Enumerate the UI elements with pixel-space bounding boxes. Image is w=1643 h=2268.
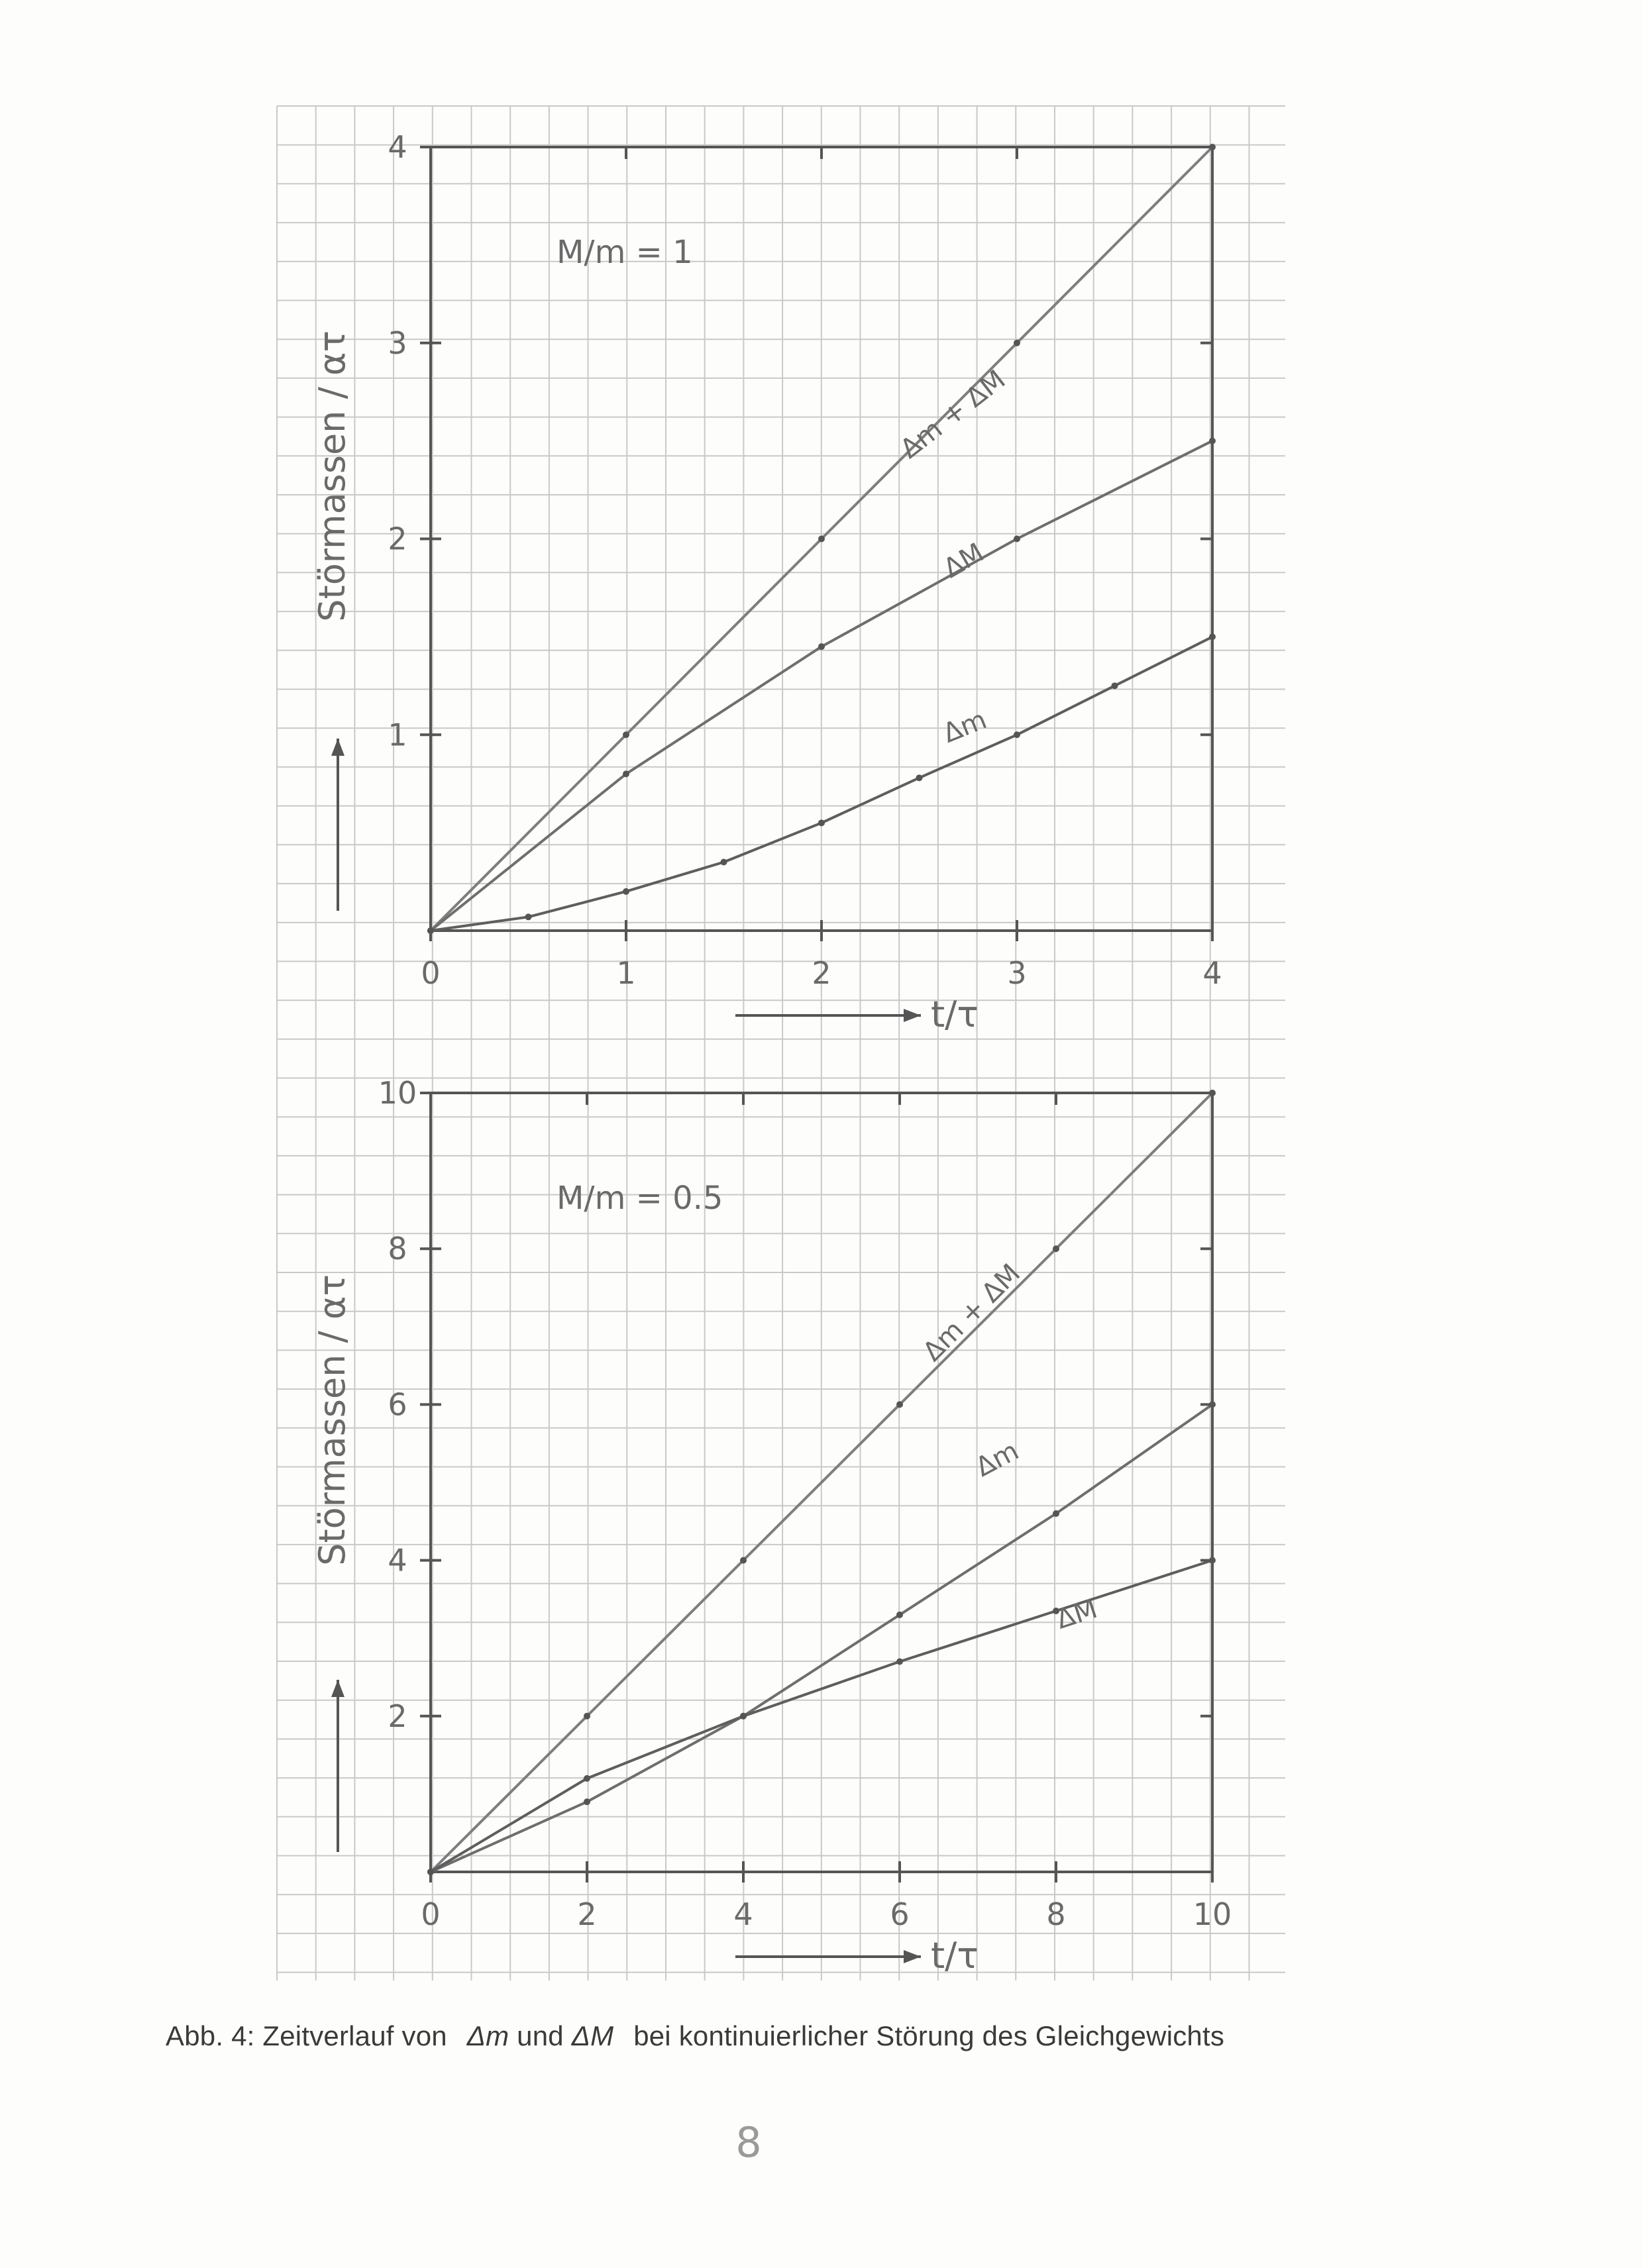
chart-top-series-sum-point <box>623 731 629 738</box>
chart-bottom-series-a-label: Δm <box>971 1435 1024 1483</box>
figure-caption <box>166 2020 1224 2052</box>
chart-bottom-series-sum-point <box>584 1713 590 1720</box>
chart-top-y-tick-label: 1 <box>388 717 407 753</box>
chart-bottom-y-arrow-head <box>331 1680 344 1697</box>
chart-bottom-y-tick-label: 4 <box>388 1542 407 1578</box>
chart-bottom-series-a-point <box>1053 1510 1059 1517</box>
chart-top-x-tick-label: 2 <box>812 955 831 991</box>
chart-top-x-tick-label: 4 <box>1202 955 1222 991</box>
chart-top-y-tick-label: 2 <box>388 521 407 557</box>
chart-bottom-y-tick-label: 8 <box>388 1231 407 1267</box>
chart-bottom-series-b-point <box>896 1658 903 1665</box>
chart-bottom-x-tick-label: 4 <box>733 1896 753 1932</box>
chart-bottom-ticks <box>378 1075 1232 1932</box>
chart-top-series-b-point <box>1112 682 1118 689</box>
chart-top-x-axis-label: t/τ <box>931 994 979 1035</box>
chart-bottom-x-tick-label: 6 <box>890 1896 910 1932</box>
chart-bottom-annotation: M/m = 0.5 <box>556 1180 723 1217</box>
chart-top-series-b-point <box>1014 731 1020 738</box>
chart-top-annotation: M/m = 1 <box>556 234 693 271</box>
chart-top-series-a-point <box>1014 536 1020 542</box>
chart-bottom-y-tick-label: 6 <box>388 1386 407 1423</box>
chart-top-y-tick-label: 3 <box>388 325 407 361</box>
chart-bottom-series-b-point <box>584 1775 590 1782</box>
chart-bottom-series-a-point <box>584 1798 590 1805</box>
chart-top-y-axis-label: Störmassen / ατ <box>311 330 353 622</box>
chart-bottom-y-axis-label: Störmassen / ατ <box>311 1274 353 1566</box>
caption-text-2: und <box>517 2020 564 2051</box>
chart-top-series-a-point <box>818 643 825 650</box>
chart-bottom-y-tick-label: 10 <box>378 1075 417 1111</box>
chart-top-series-b-point <box>623 888 629 895</box>
chart-top-y-arrow-head <box>331 739 344 756</box>
chart-top-series-b-point <box>1209 633 1216 640</box>
chart-bottom-x-tick-label: 0 <box>421 1896 441 1932</box>
chart-bottom-series-b-point <box>740 1713 747 1720</box>
chart-top-ticks <box>388 129 1222 991</box>
chart-top-labels <box>311 234 979 1035</box>
chart-bottom-labels <box>311 1180 979 1977</box>
chart-bottom-series-sum-point <box>896 1401 903 1408</box>
chart-bottom-x-tick-label: 10 <box>1192 1896 1232 1932</box>
caption-prefix: Abb. 4: <box>166 2020 255 2051</box>
chart-top-x-tick-label: 1 <box>616 955 636 991</box>
chart-top <box>311 129 1222 1035</box>
graph-paper-grid <box>277 106 1285 1981</box>
chart-top-series-a-point <box>623 770 629 777</box>
page-number: 8 <box>735 2118 762 2167</box>
caption-text-3: bei kontinuierlicher Störung des Gleichgewichts <box>633 2020 1225 2051</box>
chart-top-series-b-point <box>818 819 825 826</box>
chart-top-x-tick-label: 0 <box>421 955 441 991</box>
chart-top-series-b-point <box>525 913 532 920</box>
chart-top-series-sum-point <box>1014 340 1020 346</box>
chart-top-series-b-point <box>721 858 727 865</box>
chart-bottom-series-sum-point <box>740 1557 747 1564</box>
caption-text-1: Zeitverlauf von <box>262 2020 447 2051</box>
chart-top-x-arrow-head <box>904 1009 921 1022</box>
chart-bottom-series-a-point <box>896 1612 903 1618</box>
chart-top-series-sum-label: Δm + ΔM <box>894 364 1012 465</box>
chart-bottom-x-tick-label: 8 <box>1046 1896 1066 1932</box>
chart-top-series-b-label: Δm <box>939 704 991 749</box>
caption-symbol-dM: ΔM <box>571 2020 614 2051</box>
chart-bottom-x-axis-label: t/τ <box>931 1935 979 1977</box>
chart-top-series-sum-point <box>818 536 825 542</box>
chart-bottom-series-b-label: ΔM <box>1052 1593 1101 1635</box>
chart-top-series-a-label: ΔM <box>938 537 990 584</box>
chart-top-x-tick-label: 3 <box>1007 955 1027 991</box>
chart-bottom-series-sum-point <box>1053 1245 1059 1252</box>
chart-bottom-x-arrow-head <box>904 1950 921 1963</box>
chart-top-series-a-point <box>1209 438 1216 444</box>
chart-top-series-b-point <box>916 774 923 781</box>
caption-symbol-dm: Δm <box>466 2020 509 2051</box>
chart-bottom-y-tick-label: 2 <box>388 1698 407 1734</box>
chart-top-y-tick-label: 4 <box>388 129 407 165</box>
chart-bottom-series-sum-label: Δm + ΔM <box>917 1258 1027 1368</box>
chart-bottom-x-tick-label: 2 <box>577 1896 597 1932</box>
